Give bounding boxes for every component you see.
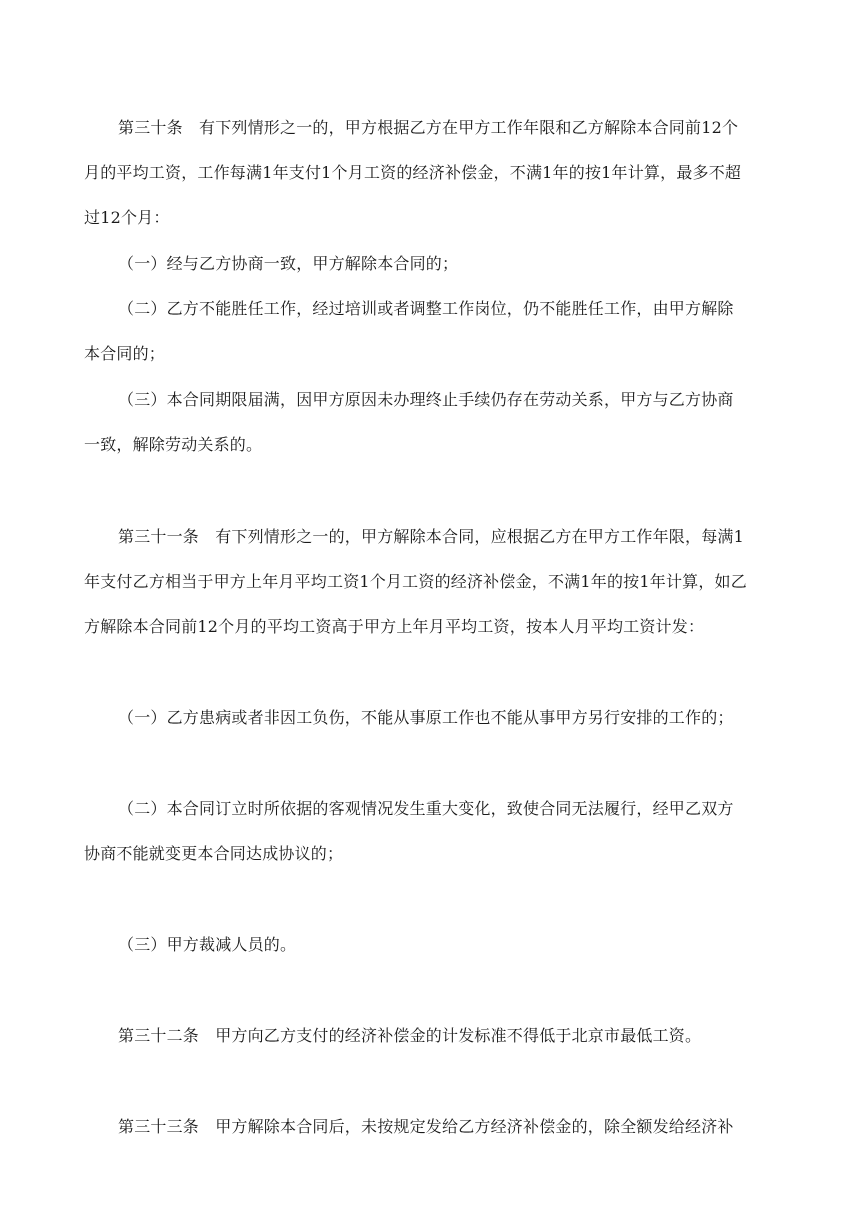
article-30-line-2: 月的平均工资，工作每满1年支付1个月工资的经济补偿金，不满1年的按1年计算，最多不超 <box>84 163 742 182</box>
article-30-item-3-line-1: （三）本合同期限届满，因甲方原因未办理终止手续仍存在劳动关系，甲方与乙方协商 <box>118 390 734 409</box>
article-31-line-1: 第三十一条 有下列情形之一的，甲方解除本合同，应根据乙方在甲方工作年限，每满1 <box>118 527 744 546</box>
article-31-line-3: 方解除本合同前12个月的平均工资高于甲方上年月平均工资，按本人月平均工资计发： <box>84 617 705 636</box>
article-30-item-2-line-2: 本合同的； <box>84 344 166 363</box>
article-31-item-1: （一）乙方患病或者非因工负伤，不能从事原工作也不能从事甲方另行安排的工作的； <box>118 708 734 727</box>
article-30-item-3-line-2: 一致，解除劳动关系的。 <box>84 435 263 454</box>
article-31-item-2-line-2: 协商不能就变更本合同达成协议的； <box>84 844 344 863</box>
article-30-line-1: 第三十条 有下列情形之一的，甲方根据乙方在甲方工作年限和乙方解除本合同前12个 <box>118 118 739 137</box>
article-30-item-1: （一）经与乙方协商一致，甲方解除本合同的； <box>118 254 459 273</box>
article-32-line-1: 第三十二条 甲方向乙方支付的经济补偿金的计发标准不得低于北京市最低工资。 <box>118 1026 702 1045</box>
article-31-line-2: 年支付乙方相当于甲方上年月平均工资1个月工资的经济补偿金，不满1年的按1年计算，如乙 <box>84 572 747 591</box>
article-30-line-3: 过12个月： <box>84 208 170 227</box>
article-31-item-2-line-1: （二）本合同订立时所依据的客观情况发生重大变化，致使合同无法履行，经甲乙双方 <box>118 799 734 818</box>
article-33-line-1: 第三十三条 甲方解除本合同后，未按规定发给乙方经济补偿金的，除全额发给经济补 <box>118 1117 734 1136</box>
article-30-item-2-line-1: （二）乙方不能胜任工作，经过培训或者调整工作岗位，仍不能胜任工作，由甲方解除 <box>118 299 734 318</box>
article-31-item-3: （三）甲方裁减人员的。 <box>118 935 297 954</box>
